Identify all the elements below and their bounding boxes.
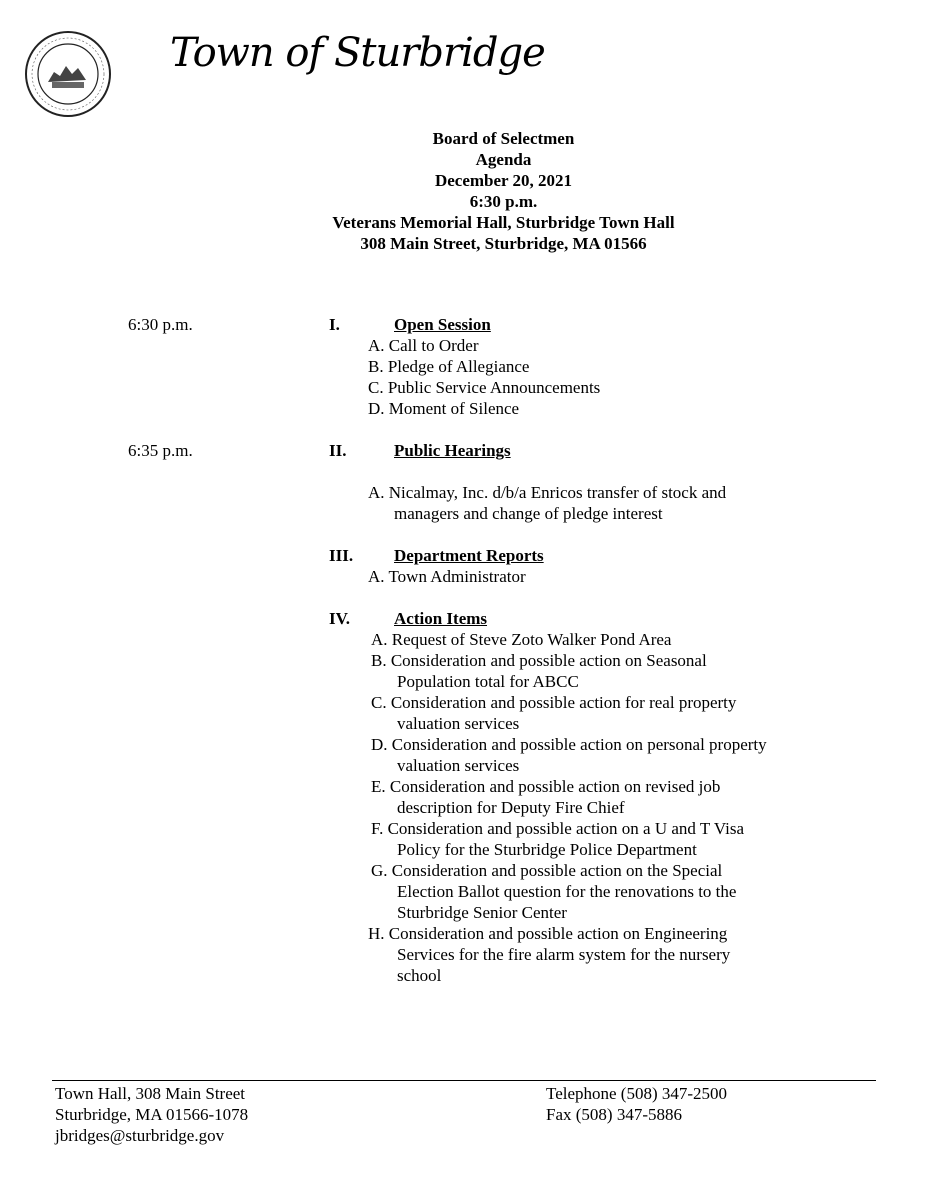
section-numeral: II. (329, 441, 347, 460)
section-time: 6:30 p.m. (128, 315, 193, 334)
agenda-item: H. Consideration and possible action on Engineering (368, 924, 728, 943)
section-title: Action Items (394, 609, 488, 628)
agenda-item: A. Request of Steve Zoto Walker Pond Area (371, 630, 672, 649)
footer-divider (52, 1080, 876, 1081)
agenda-item-continuation: Population total for ABCC (397, 672, 579, 691)
section-numeral: IV. (329, 609, 350, 628)
section-numeral: I. (329, 315, 340, 334)
section-title: Department Reports (394, 546, 544, 565)
footer-email-link[interactable]: jbridges@sturbridge.gov (55, 1126, 225, 1145)
header-line: Agenda (475, 150, 532, 169)
footer-address-line: Sturbridge, MA 01566-1078 (55, 1105, 249, 1124)
agenda-item-continuation: managers and change of pledge interest (394, 504, 663, 523)
agenda-item-continuation: Sturbridge Senior Center (397, 903, 567, 922)
footer-address (55, 1083, 248, 1146)
agenda-item-continuation: valuation services (397, 756, 520, 775)
agenda-item: G. Consideration and possible action on the Special (371, 861, 723, 880)
section-title: Public Hearings (394, 441, 511, 460)
agenda-item: D. Consideration and possible action on personal property (371, 735, 767, 754)
header-line: December 20, 2021 (434, 171, 573, 190)
agenda-item: A. Town Administrator (368, 567, 526, 586)
agenda-item: F. Consideration and possible action on a U and T Visa (371, 819, 744, 838)
agenda-item: A. Call to Order (368, 336, 479, 355)
agenda-header (0, 128, 927, 254)
agenda-item: E. Consideration and possible action on revised job (371, 777, 721, 796)
agenda-item-continuation: Policy for the Sturbridge Police Department (397, 840, 697, 859)
agenda-item-continuation: Services for the fire alarm system for the nursery (397, 945, 731, 964)
header-line: Board of Selectmen (432, 129, 575, 148)
section-numeral: III. (329, 546, 354, 565)
agenda-item-continuation: valuation services (397, 714, 520, 733)
agenda-item: D. Moment of Silence (368, 399, 520, 418)
header-line: Veterans Memorial Hall, Sturbridge Town Hall (332, 213, 675, 232)
header-line: 308 Main Street, Sturbridge, MA 01566 (360, 234, 647, 253)
header-line: 6:30 p.m. (469, 192, 538, 211)
section-time: 6:35 p.m. (128, 441, 193, 460)
agenda-item-continuation: Election Ballot question for the renovations to the (397, 882, 737, 901)
section-title: Open Session (394, 315, 491, 334)
agenda-item: C. Consideration and possible action for real property (371, 693, 737, 712)
footer-telephone: Telephone (508) 347-2500 (546, 1084, 728, 1103)
letterhead-town-name: Town of Sturbridge (170, 30, 545, 76)
footer-contact (546, 1083, 727, 1125)
footer-fax: Fax (508) 347-5886 (546, 1105, 682, 1124)
footer-address-line: Town Hall, 308 Main Street (55, 1084, 246, 1103)
agenda-item: B. Pledge of Allegiance (368, 357, 530, 376)
agenda-item-continuation: school (397, 966, 442, 985)
agenda-item: B. Consideration and possible action on Seasonal (371, 651, 707, 670)
agenda-item: C. Public Service Announcements (368, 378, 601, 397)
agenda-item: A. Nicalmay, Inc. d/b/a Enricos transfer of stock and (368, 483, 727, 502)
town-seal-icon (24, 30, 112, 118)
agenda-item-continuation: description for Deputy Fire Chief (397, 798, 625, 817)
